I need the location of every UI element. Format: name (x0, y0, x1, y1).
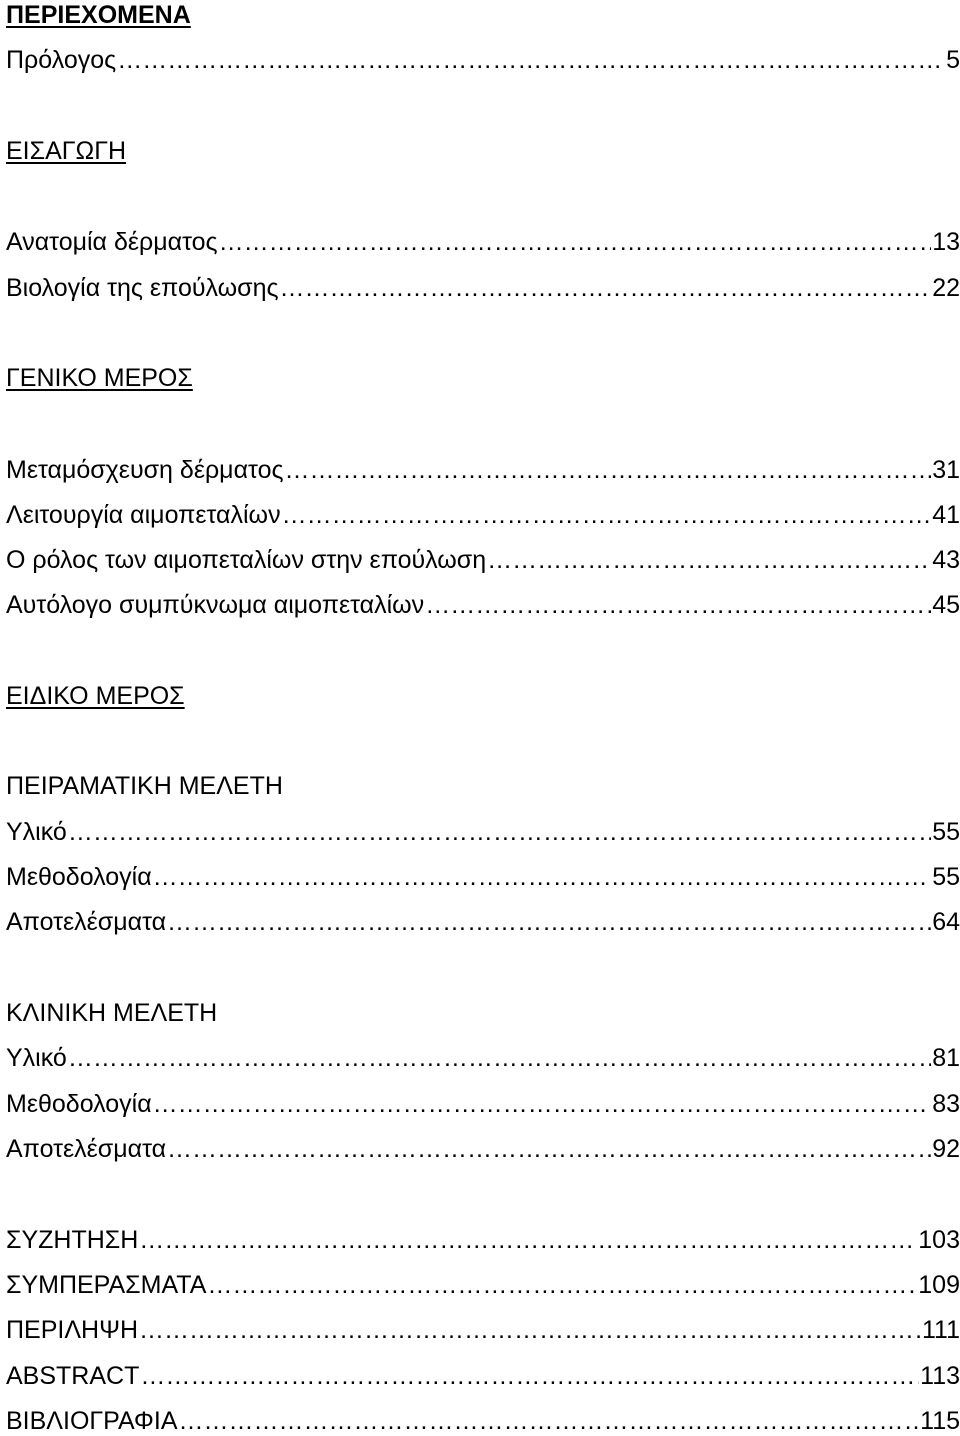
section-heading-intro: ΕΙΣΑΓΩΓΗ (6, 137, 127, 165)
toc-entry-page: 83 (932, 1090, 960, 1118)
dot-leader (140, 1361, 919, 1391)
toc-entry-label: Υλικό (6, 818, 67, 846)
toc-entry-page: 103 (918, 1226, 960, 1254)
toc-entry (6, 862, 960, 892)
toc-entry-label: Υλικό (6, 1044, 67, 1072)
toc-entry-page: 55 (932, 818, 960, 846)
toc-entry-label: Αποτελέσματα (6, 908, 167, 936)
dot-leader (487, 545, 931, 575)
dot-leader (425, 590, 931, 620)
toc-entry-page: 5 (946, 46, 960, 74)
toc-entry-label: Ο ρόλος των αιμοπεταλίων στην επούλωση (6, 546, 487, 574)
toc-entry (6, 227, 960, 257)
page-title: ΠΕΡΙΕΧΟΜΕΝΑ (6, 1, 191, 29)
toc-entry-page: 113 (920, 1362, 960, 1390)
toc-entry-label: Πρόλογος (6, 46, 117, 74)
toc-entry-summary (6, 1315, 960, 1345)
toc-entry-prologue (6, 45, 960, 75)
toc-entry (6, 455, 960, 485)
subsection-heading-clinical: ΚΛΙΝΙΚΗ ΜΕΛΕΤΗ (6, 999, 218, 1027)
toc-entry (6, 907, 960, 937)
dot-leader (282, 500, 932, 530)
dot-leader (207, 1270, 917, 1300)
toc-entry-discussion (6, 1225, 960, 1255)
toc-entry-page: 41 (932, 501, 960, 529)
subsection-heading-experimental: ΠΕΙΡΑΜΑΤΙΚΗ ΜΕΛΕΤΗ (6, 772, 283, 800)
dot-leader (139, 1225, 917, 1255)
toc-entry-page: 13 (932, 228, 960, 256)
toc-entry (6, 1043, 960, 1073)
dot-leader (68, 817, 931, 847)
dot-leader (167, 907, 931, 937)
toc-entry-label: ΣΥΜΠΕΡΑΣΜΑΤΑ (6, 1271, 207, 1299)
toc-entry-label: Ανατομία δέρματος (6, 228, 218, 256)
toc-entry-page: 43 (932, 546, 960, 574)
toc-entry-label: Μεθοδολογία (6, 1090, 152, 1118)
toc-entry-page: 92 (932, 1135, 960, 1163)
section-heading-general: ΓΕΝΙΚΟ ΜΕΡΟΣ (6, 364, 193, 392)
dot-leader (139, 1315, 921, 1345)
toc-entry-label: Μεθοδολογία (6, 863, 152, 891)
dot-leader (219, 227, 932, 257)
toc-entry (6, 273, 960, 303)
toc-entry (6, 817, 960, 847)
toc-entry-label: ΠΕΡΙΛΗΨΗ (6, 1316, 139, 1344)
toc-entry (6, 1089, 960, 1119)
toc-entry-page: 81 (932, 1044, 960, 1072)
toc-entry-conclusions (6, 1270, 960, 1300)
dot-leader (153, 862, 932, 892)
toc-entry-label: Λειτουργία αιμοπεταλίων (6, 501, 281, 529)
toc-entry (6, 500, 960, 530)
toc-entry (6, 545, 960, 575)
toc-entry-label: Μεταμόσχευση δέρματος (6, 456, 284, 484)
dot-leader (167, 1134, 931, 1164)
toc-entry-abstract (6, 1361, 960, 1391)
toc-entry-page: 55 (932, 863, 960, 891)
toc-entry-page: 111 (921, 1316, 960, 1344)
toc-entry-label: Αυτόλογο συμπύκνωμα αιμοπεταλίων (6, 591, 425, 619)
dot-leader (68, 1043, 931, 1073)
toc-entry-page: 22 (932, 274, 960, 302)
dot-leader (153, 1089, 932, 1119)
toc-entry (6, 590, 960, 620)
toc-entry-page: 115 (920, 1407, 960, 1435)
toc-entry-label: ABSTRACT (6, 1362, 140, 1390)
toc-entry-label: Αποτελέσματα (6, 1135, 167, 1163)
section-heading-special: ΕΙΔΙΚΟ ΜΕΡΟΣ (6, 682, 185, 710)
dot-leader (280, 273, 932, 303)
toc-entry-page: 64 (932, 908, 960, 936)
toc-entry-label: ΒΙΒΛΙΟΓΡΑΦΙΑ (6, 1407, 178, 1435)
toc-entry (6, 1134, 960, 1164)
toc-entry-page: 31 (932, 456, 960, 484)
dot-leader (117, 45, 945, 75)
toc-entry-label: ΣΥΖΗΤΗΣΗ (6, 1226, 139, 1254)
dot-leader (285, 455, 932, 485)
toc-entry-label: Βιολογία της επούλωσης (6, 274, 279, 302)
toc-entry-page: 45 (932, 591, 960, 619)
toc-entry-page: 109 (918, 1271, 960, 1299)
